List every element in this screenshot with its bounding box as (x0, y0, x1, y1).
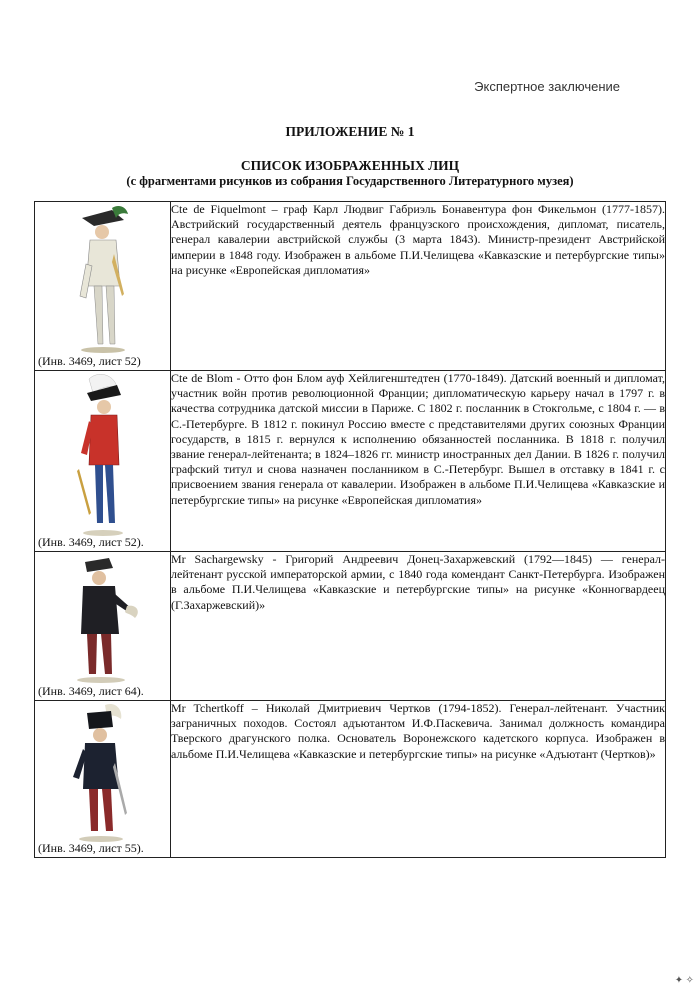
person-description: Mr Tchertkoff – Николай Дмитриевич Чертков (1794-1852). Генерал-лейтенант. Участник заграничных походов. Состоял адъютантом И.Ф.Паскевича. Занимал должность командира Тверского драгунского полка. Основатель Воронежского кадетского корпуса. Изображен в альбоме П.И.Челищева «Кавказские и петербургские типы» на рисунке «Адъютант (Чертков)» (171, 701, 666, 858)
persons-table (34, 201, 666, 858)
inventory-number: (Инв. 3469, лист 64). (38, 684, 144, 698)
inventory-number: (Инв. 3469, лист 52). (38, 535, 144, 549)
portrait-image (67, 703, 139, 848)
expert-conclusion-label: Экспертное заключение (474, 79, 620, 94)
portrait-image (63, 554, 143, 689)
inventory-number: (Инв. 3469, лист 55). (38, 841, 144, 855)
figure-sachargewsky (63, 554, 143, 684)
figure-fiquelmont (72, 204, 134, 354)
scan-artifact-mark: ✦ ✧ (674, 975, 694, 986)
portrait-cell (35, 202, 171, 371)
portrait-image (73, 373, 133, 542)
person-description: Mr Sachargewsky - Григорий Андреевич Донец-Захаржевский (1792—1845) — генерал-лейтенант русской императорской армии, с 1840 года комендант Санкт-Петербурга. Изображен в альбоме П.И.Челищева «Кавказские и петербургские типы» на рисунке «Конногвардеец (Г.Захаржевский)» (171, 552, 666, 701)
table-row (35, 701, 666, 858)
table-row (35, 371, 666, 552)
person-description: Cte de Blom - Отто фон Блом ауф Хейлигенштедтен (1770-1849). Датский военный и дипломат, участник войн против революционной Франции; дипломатическую карьеру начал в 1797 г. в качества сотрудника датской миссии в Париже. С 1802 г. посланник в Стокгольме, с 1804 г. — в С.-Петербурге. В 1812 г. покинул Россию вместе с представителями других союзных Франции государств, в 1815 г. вернулся к исполнению обязанностей посланника. В 1818 г. получил звание генерал-лейтенанта; в 1824–1826 гг. министр иностранных дел Дании. В 1826 г. получил графский титул и снова назначен посланником в С.-Петербург. Вышел в отставку в 1841 г. с присвоением звания генерала от кавалерии. Изображен в альбоме П.И.Челищева «Кавказские и петербургские типы» на рисунке «Европейская дипломатия» (171, 371, 666, 552)
figure-tchertkoff (67, 703, 139, 843)
table-row (35, 552, 666, 701)
inventory-number: (Инв. 3469, лист 52) (38, 354, 141, 368)
portrait-cell (35, 371, 171, 552)
table-row (35, 202, 666, 371)
appendix-title: ПРИЛОЖЕНИЕ № 1 (285, 124, 415, 139)
portrait-cell (35, 552, 171, 701)
person-description: Cte de Fiquelmont – граф Карл Людвиг Габриэль Бонавентура фон Фикельмон (1777-1857). Австрийский государственный деятель французского происхождения, дипломат, писатель, генерал кавалерии австрийской службы (3 марта 1843). Министр-президент Австрийской империи в 1848 году. Изображен в альбоме П.И.Челищева «Кавказские и петербургские типы» на рисунке «Европейская дипломатия» (171, 202, 666, 371)
figure-blom (73, 373, 133, 537)
portrait-cell (35, 701, 171, 858)
list-title: СПИСОК ИЗОБРАЖЕННЫХ ЛИЦ (240, 158, 460, 173)
portrait-image (72, 204, 134, 359)
list-subtitle: (с фрагментами рисунков из собрания Государственного Литературного музея) (126, 174, 574, 188)
